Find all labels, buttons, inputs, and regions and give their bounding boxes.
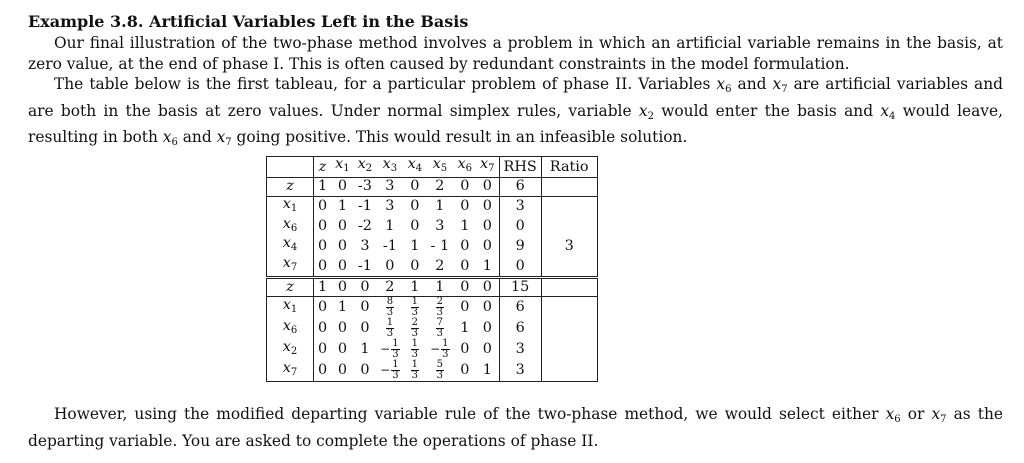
tableau-cell: -1 [354,196,377,216]
tableau-cell: 1 [314,177,332,196]
tableau-cell: 0 [354,277,377,296]
tableau-cell: $\frac{1}{3}$ [404,360,427,382]
tableau-cell: 1 [331,296,354,318]
tableau-cell: 0 [337,341,347,358]
tableau-cell: 0 [476,177,499,196]
column-header: $x_4$ [404,157,427,178]
tableau-cell: $\frac{1}{3}$ [386,316,394,339]
example-title: Example 3.8. Artificial Variables Left in the Basis [28,12,469,31]
tableau-cell: 1 [460,320,470,337]
tableau-cell: 0 [404,196,427,216]
tableau-cell: 1 [314,277,332,296]
tableau-cell: 0 [476,277,499,296]
tableau-cell: $\frac{1}{3}$ [404,296,427,318]
tableau-cell: 1 [404,277,427,296]
paragraph-2-text: The table below is the first tableau, for a particular problem of phase II. Variables $x_6$ and $x_7$ are artificial variables and are both in the basis at zero values. Under normal simplex rules, variable $x_2$ would enter the basis and $x_4$ would leave, resulting in both $x_6$ and $x_7$ going positive. This would result in an infeasible solution. [28,75,1004,148]
paragraph-1 [28,33,1003,74]
header-corner [267,157,314,178]
tableau-cell: 2 [426,177,453,196]
column-header: $x_5$ [426,157,453,178]
tableau-cell: 6 [499,177,541,196]
tableau-cell: 0 [410,218,420,235]
column-header: $x_1$ [331,157,354,178]
tableau-cell: 0 [354,296,377,318]
tableau-header-row [267,157,598,178]
tableau-cell: 1 [331,196,354,216]
column-header: $x_7$ [476,157,499,178]
tableau-cell: 0 [482,341,492,358]
basis-cell: z [267,177,314,196]
tableau-cell: -3 [354,177,377,196]
tableau-cell: 0 [410,257,420,274]
tableau-cell: 0 [454,296,477,318]
tableau-cell: 9 [499,236,541,256]
tableau-cell: -1 [382,237,397,254]
tableau-cell: 0 [482,237,492,254]
tableau-cell: 1 [476,360,499,382]
basis-cell: $x_2$ [267,339,314,360]
tableau-cell: 0 [314,318,332,339]
tableau-cell: $\frac{5}{3}$ [426,360,453,382]
tableau-cell: 0 [499,256,541,277]
tableau-cell: 2 [435,257,445,274]
tableau-cell: 3 [360,237,370,254]
tableau-cell: 15 [499,277,541,296]
basis-cell: $x_6$ [267,318,314,339]
tableau-cell: 0 [482,218,492,235]
tableau-cell: 0 [314,236,332,256]
tableau-cell: 0 [314,360,332,382]
tableau-cell: 0 [331,360,354,382]
tableau-cell: 2 [376,277,403,296]
basis-cell: z [267,277,314,296]
column-header: $x_2$ [354,157,377,178]
tableau-cell: - 1 [430,237,450,254]
basis-cell: $x_7$ [267,256,314,277]
tableau-cell: 0 [454,196,477,216]
tableau-cell: − $\frac{1}{3}$ [430,337,449,360]
tableau-cell: $\frac{2}{3}$ [426,296,453,318]
tableau-cell: 0 [454,360,477,382]
tableau-cell: 0 [482,320,492,337]
tableau-2 [267,277,598,381]
tableau-cell: − $\frac{1}{3}$ [376,360,403,382]
tableau-1 [267,177,598,277]
tableau-cell: 0 [460,341,470,358]
tableau-cell: 6 [499,318,541,339]
ratio-cell [541,296,597,381]
tableau-cell: 0 [331,277,354,296]
tableau-cell: 0 [314,217,332,237]
tableau-cell: 0 [454,277,477,296]
tableau-cell: 0 [314,339,332,360]
ratio-cell: 3 [541,196,597,277]
tableau-cell: 3 [435,218,445,235]
tableau-cell: -1 [357,257,372,274]
ratio-cell [541,277,597,296]
tableau-cell: 0 [337,218,347,235]
tableau-cell: 0 [314,296,332,318]
basis-cell: $x_1$ [267,296,314,318]
tableau-cell: 3 [499,360,541,382]
column-header: RHS [499,157,541,178]
tableau-cell: 1 [410,237,420,254]
simplex-tableau [266,156,598,382]
tableau-cell: 0 [360,320,370,337]
tableau-cell: 0 [314,196,332,216]
tableau-cell: 0 [476,296,499,318]
paragraph-2 [28,74,1003,154]
tableau-cell: 1 [360,341,370,358]
tableau-cell: $\frac{2}{3}$ [411,316,419,339]
tableau-cell: 0 [354,360,377,382]
tableau-cell: 0 [476,196,499,216]
tableau-cell: $\frac{1}{3}$ [411,337,419,360]
tableau-cell: 1 [460,218,470,235]
tableau-cell: 0 [460,237,470,254]
tableau-row [267,177,598,196]
tableau-cell: 0 [337,257,347,274]
ratio-cell [541,177,597,196]
tableau-cell: 3 [376,196,403,216]
tableau-cell: 1 [482,257,492,274]
paragraph-3 [28,404,1003,451]
tableau-cell: 1 [426,277,453,296]
column-header: Ratio [541,157,597,178]
tableau-cell: 3 [499,339,541,360]
tableau-row [267,196,598,216]
tableau-cell: 0 [385,257,395,274]
paragraph-1-text: Our final illustration of the two-phase method involves a problem in which an artificial variable remains in the basis, at zero value, at the end of phase I. This is often caused by redundant constraints in the model formulation. [28,34,1003,73]
basis-cell: $x_1$ [267,196,314,216]
column-header: $x_3$ [376,157,403,178]
column-header: z [314,157,332,178]
basis-cell: $x_6$ [267,217,314,237]
tableau-row [267,277,598,296]
tableau-cell: 6 [499,296,541,318]
tableau-row [267,296,598,318]
tableau-cell: 0 [460,257,470,274]
tableau-cell: 0 [499,217,541,237]
tableau-cell: 0 [404,177,427,196]
tableau-cell: 0 [454,177,477,196]
tableau-cell: $\frac{8}{3}$ [376,296,403,318]
tableau-cell: − $\frac{1}{3}$ [380,337,399,360]
tableau-cell: -2 [357,218,372,235]
tableau-cell: 3 [499,196,541,216]
tableau-cell: 0 [331,177,354,196]
paragraph-3-text: However, using the modified departing variable rule of the two-phase method, we would select either $x_6$ or $x_7$ as the departing variable. You are asked to complete the operations of phase II. [28,405,1003,450]
tableau-cell: 0 [337,320,347,337]
basis-cell: $x_7$ [267,360,314,382]
tableau-cell: 3 [376,177,403,196]
tableau-cell: 0 [314,256,332,277]
tableau-cell: $\frac{7}{3}$ [436,316,443,339]
tableau-cell: 0 [337,237,347,254]
column-header: $x_6$ [454,157,477,178]
tableau-cell: 1 [426,196,453,216]
basis-cell: $x_4$ [267,236,314,256]
tableau-cell: 1 [385,218,395,235]
